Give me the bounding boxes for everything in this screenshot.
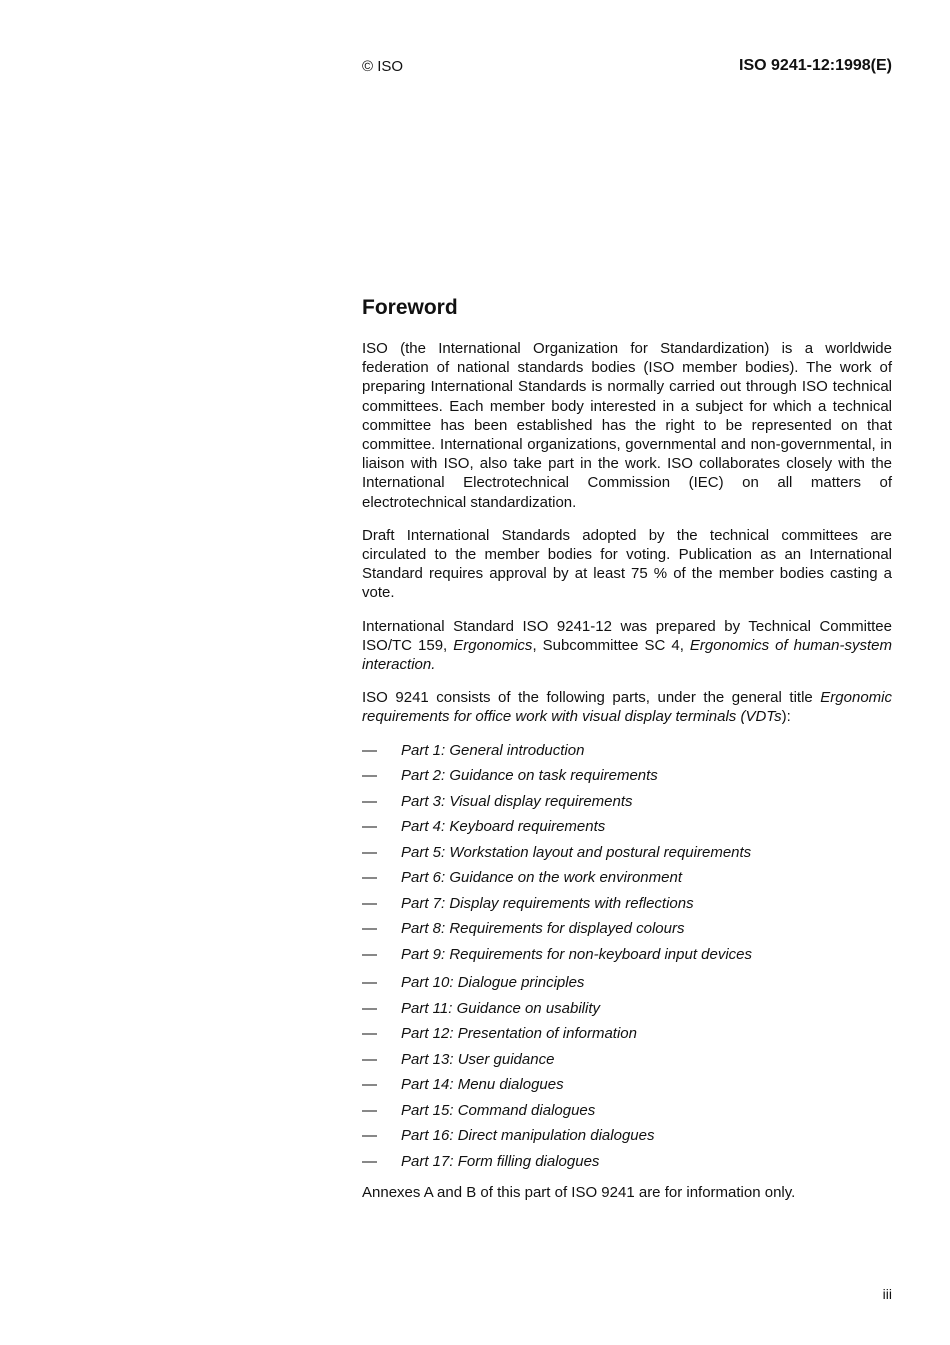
list-dash: —: [362, 1127, 377, 1145]
list-item: [362, 1152, 892, 1178]
list-dash: —: [362, 1050, 377, 1068]
list-dash: —: [362, 945, 377, 963]
list-item: [362, 945, 892, 971]
part-title: Part 10: Dialogue principles: [401, 974, 585, 992]
part-title: Part 15: Command dialogues: [401, 1101, 596, 1119]
foreword-paragraph-3: [362, 617, 892, 675]
list-dash: —: [362, 1025, 377, 1043]
p3-ergonomics: Ergonomics: [453, 636, 533, 654]
part-title: Part 5: Workstation layout and postural requirements: [401, 843, 752, 861]
list-dash: —: [362, 818, 377, 836]
part-title: Part 6: Guidance on the work environment: [401, 869, 682, 887]
list-dash: —: [362, 741, 377, 759]
list-item: [362, 766, 892, 792]
p4-text-a: ISO 9241 consists of the following parts, under the general title: [362, 689, 821, 707]
list-dash: —: [362, 792, 377, 810]
part-title: Part 17: Form filling dialogues: [401, 1152, 600, 1170]
list-dash: —: [362, 1101, 377, 1119]
part-title: Part 2: Guidance on task requirements: [401, 767, 658, 785]
part-title: Part 8: Requirements for displayed colours: [401, 920, 685, 938]
part-title: Part 9: Requirements for non-keyboard input devices: [401, 945, 753, 963]
list-dash: —: [362, 999, 377, 1017]
list-item: [362, 999, 892, 1025]
list-item: [362, 919, 892, 945]
p3-text-c: , Subcommittee SC 4,: [532, 636, 690, 654]
part-title: Part 13: User guidance: [401, 1050, 555, 1068]
list-dash: —: [362, 1152, 377, 1170]
part-title: Part 14: Menu dialogues: [401, 1076, 564, 1094]
list-item: [362, 973, 892, 999]
p3-subcommittee-title: Ergonomics of human-system interaction.: [362, 636, 892, 674]
list-item: [362, 741, 892, 767]
part-title: Part 7: Display requirements with reflections: [401, 894, 694, 912]
list-dash: —: [362, 1076, 377, 1094]
list-dash: —: [362, 843, 377, 861]
list-item: [362, 817, 892, 843]
foreword-paragraph-4: [362, 688, 892, 726]
part-title: Part 3: Visual display requirements: [401, 792, 633, 810]
part-title: Part 1: General introduction: [401, 741, 585, 759]
list-item: [362, 1024, 892, 1050]
foreword-paragraph-2: Draft International Standards adopted by the technical committees are circulated to the member bodies for voting. Publication as an International Standard requires approval by at least 75 % of the member bodies casting a vote.: [362, 526, 892, 602]
header-standard-id: ISO 9241-12:1998(E): [739, 57, 892, 74]
part-title: Part 16: Direct manipulation dialogues: [401, 1127, 655, 1145]
list-item: [362, 894, 892, 920]
list-dash: —: [362, 869, 377, 887]
list-item: [362, 1126, 892, 1152]
list-item: [362, 868, 892, 894]
part-title: Part 12: Presentation of information: [401, 1025, 637, 1043]
header-copyright: © ISO: [362, 58, 404, 75]
foreword-paragraph-1: ISO (the International Organization for Standardization) is a worldwide federation of national standards bodies (ISO member bodies). The work of preparing International Standards is normally carried out through ISO technical committees. Each member body interested in a subject for which a technical committee has been established has the right to be represented on that committee. International organizations, governmental and non-governmental, in liaison with ISO, also take part in the work. ISO collaborates closely with the International Electrotechnical Commission (IEC) on all matters of electrotechnical standardization.: [362, 340, 892, 511]
list-dash: —: [362, 894, 377, 912]
annexes-note: Annexes A and B of this part of ISO 9241 are for information only.: [362, 1184, 796, 1202]
foreword-section: [362, 296, 892, 1216]
list-dash: —: [362, 767, 377, 785]
list-item: [362, 1075, 892, 1101]
parts-list: [362, 741, 892, 1178]
page-number: iii: [882, 1286, 892, 1302]
list-item: [362, 843, 892, 869]
list-item: [362, 792, 892, 818]
p4-text-c: ):: [781, 708, 791, 726]
p3-text-a: International Standard ISO 9241-12 was prepared by Technical Committee ISO/TC 159,: [362, 617, 892, 654]
p4-general-title: Ergonomic requirements for office work with visual display terminals (VDTs: [362, 689, 892, 726]
list-dash: —: [362, 974, 377, 992]
list-item: [362, 1101, 892, 1127]
list-item: [362, 1050, 892, 1076]
foreword-title: Foreword: [362, 296, 458, 319]
list-dash: —: [362, 920, 377, 938]
part-title: Part 11: Guidance on usability: [401, 999, 601, 1017]
part-title: Part 4: Keyboard requirements: [401, 818, 606, 836]
